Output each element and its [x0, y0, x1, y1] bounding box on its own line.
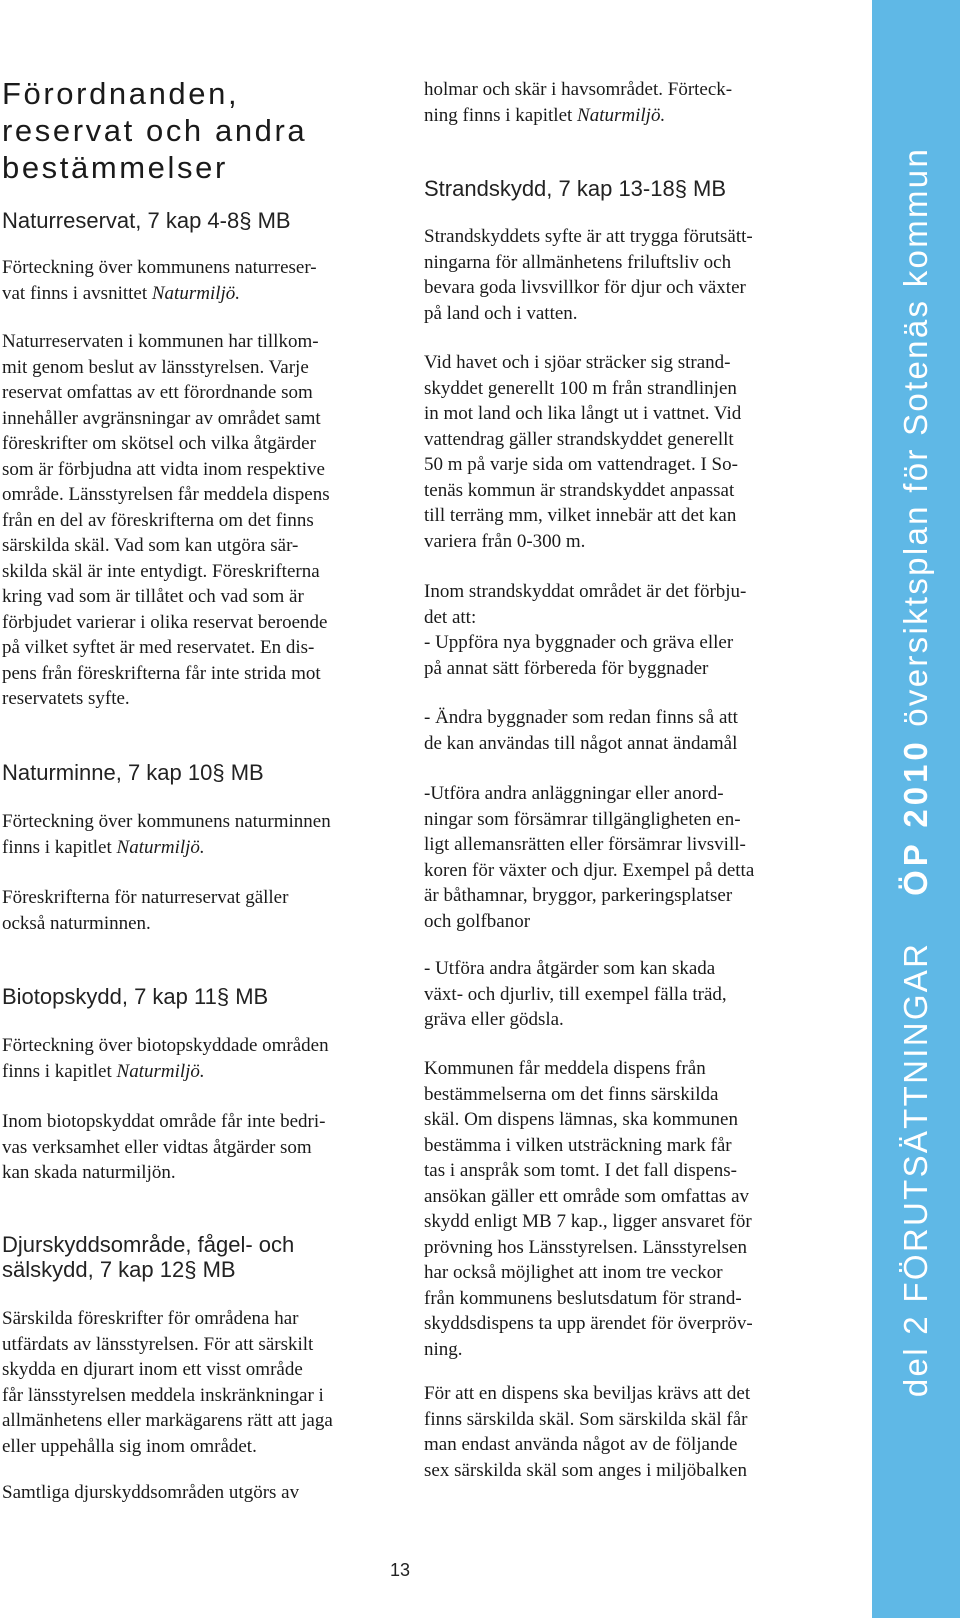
side-banner-text — [897, 147, 935, 1397]
paragraph: Inom strandskyddat området är det förbju- det att: - Uppföra nya byggnader och gräva eller på annat sätt förbereda för byggnader — [424, 581, 747, 679]
page-number: 13 — [389, 1560, 411, 1580]
chapter-reference: Naturmiljö. — [151, 282, 241, 304]
side-banner-plan: ÖP 2010 — [897, 738, 934, 896]
side-banner-subtitle: översiktsplan för Sotenäs kommun — [897, 146, 934, 727]
paragraph: Kommunen får meddela dispens från bestämmelserna om det finns särskilda skäl. Om dispens lämnas, ska kommunen bestämma i vilken utsträckning mark får tas i anspråk som tomt. I det fall dispens- ansökan gäller ett område som omfattas av skydd enligt MB 7 kap., ligger ansvaret för prövning hos Länsstyrelsen. Länsstyrelsen har också möjlighet att inom tre veckor från kommunens beslutsdatum för strand- skyddsdispens ta upp ärendet för överpröv- ning. — [424, 1058, 753, 1360]
paragraph: Förteckning över kommunens naturminnen finns i kapitlet Naturmiljö. — [2, 811, 331, 858]
title-line: Förordnanden, — [2, 76, 240, 111]
list-item: - Ändra byggnader som redan finns så att de kan användas till något annat ändamål — [424, 707, 738, 754]
heading-naturminne: Naturminne, 7 kap 10§ MB — [2, 760, 264, 785]
chapter-reference: Naturmiljö. — [116, 836, 205, 858]
paragraph: För att en dispens ska beviljas krävs att det finns särskilda skäl. Som särskilda skäl får man endast använda något av de följande sex särskilda skäl som anges i miljöbalken — [424, 1383, 751, 1481]
heading-strandskydd: Strandskydd, 7 kap 13-18§ MB — [424, 176, 727, 201]
list-item: - Utföra andra åtgärder som kan skada växt- och djurliv, till exempel fälla träd, gräva eller gödsla. — [424, 958, 727, 1030]
paragraph: Inom biotopskyddat område får inte bedri- vas verksamhet eller vidtas åtgärder som kan skada naturmiljön. — [2, 1111, 326, 1183]
title-line: reservat och andra — [2, 113, 308, 148]
paragraph: Strandskyddets syfte är att trygga förutsätt- ningarna för allmänhetens friluftsliv och bevara goda livsvillkor för djur och växter på land och i vatten. — [424, 226, 753, 324]
side-banner — [872, 0, 960, 1618]
paragraph: Föreskrifterna för naturreservat gäller också naturminnen. — [2, 887, 289, 934]
heading-biotopskydd: Biotopskydd, 7 kap 11§ MB — [2, 984, 269, 1009]
heading-naturreservat: Naturreservat, 7 kap 4-8§ MB — [2, 208, 291, 233]
paragraph: Vid havet och i sjöar sträcker sig strand- skyddet generellt 100 m från strandlinjen in mot land och lika långt ut i vattnet. Vid vattendrag gäller strandskyddet generellt 50 m på varje sida om vattendraget. I So- tenäs kommun är strandskyddet anpassat till terräng mm, vilket innebär att det kan variera från 0-300 m. — [424, 352, 742, 552]
page-title — [2, 75, 307, 186]
chapter-reference: Naturmiljö. — [577, 104, 666, 126]
side-banner-part: del 2 FÖRUTSÄTTNINGAR — [897, 941, 934, 1398]
list-item: -Utföra andra anläggningar eller anord- ningar som försämrar tillgängligheten en- ligt allemansrätten eller försämrar livsvill- koren för växter och djur. Exempel på detta är båthamnar, bryggor, parkeringsplatser och golfbanor — [424, 783, 755, 932]
heading-djurskydd: Djurskyddsområde, fågel- och sälskydd, 7 kap 12§ MB — [2, 1232, 295, 1282]
paragraph: Naturreservaten i kommunen har tillkom- mit genom beslut av länsstyrelsen. Varje reservat omfattas av ett förordnande som innehåller avgränsningar av området samt föreskrifter om skötsel och vilka åtgärder som är förbjudna att vidta inom respektive område. Länsstyrelsen får meddela dispens från en del av föreskrifterna om det finns särskilda skäl. Vad som kan utgöra sär- skilda skäl är inte entydigt. Föreskrifterna kring vad som är tillåtet och vad som är förbjudet varierar i olika reservat beroende på vilket syftet är med reservatet. En dis- pens från föreskrifterna får inte strida mot reservatets syfte. — [2, 331, 330, 709]
title-line: bestämmelser — [2, 150, 228, 185]
chapter-reference: Naturmiljö. — [116, 1060, 205, 1082]
paragraph: holmar och skär i havsområdet. Förteck- ning finns i kapitlet Naturmiljö. — [424, 79, 733, 126]
paragraph: Förteckning över kommunens naturreser- vat finns i avsnittet Naturmiljö. — [2, 257, 317, 304]
paragraph: Förteckning över biotopskyddade områden finns i kapitlet Naturmiljö. — [2, 1035, 329, 1082]
paragraph: Samtliga djurskyddsområden utgörs av — [2, 1482, 300, 1503]
paragraph: Särskilda föreskrifter för områdena har utfärdats av länsstyrelsen. För att särskilt skydda en djurart inom ett visst område får länsstyrelsen meddela inskränkningar i allmänhetens eller markägarens rätt att jaga eller uppehålla sig inom området. — [2, 1308, 333, 1457]
